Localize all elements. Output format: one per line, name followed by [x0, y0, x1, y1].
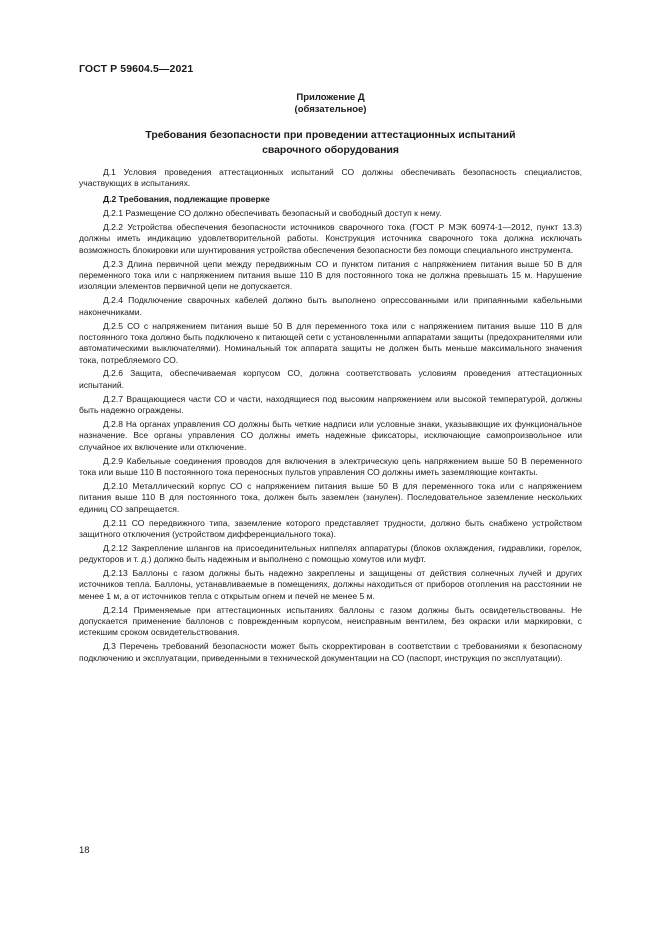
paragraph-d2-5: Д.2.5 СО с напряжением питания выше 50 В для переменного тока или с напряжением питания выше 110 В для постоянного тока должно быть подключено к питающей сети с установленными аппаратами защиты (предохранителями или автоматическими выключателями). Номинальный ток аппарата защиты не должен быть меньше максимального значения тока, потребляемого СО.: [79, 320, 582, 365]
appendix-heading-block: [79, 92, 582, 116]
appendix-main-title: [79, 128, 582, 158]
paragraph-d2-10: Д.2.10 Металлический корпус СО с напряжением питания выше 50 В для переменного тока или с напряжением питания выше 110 В для постоянного тока, должен быть заземлен (занулен). Последовательное заземление нескольких единиц СО запрещается.: [79, 480, 582, 514]
paragraph-d2-6: Д.2.6 Защита, обеспечиваемая корпусом СО, должна соответствовать условиям проведения аттестационных испытаний.: [79, 368, 582, 390]
main-title-line-2: сварочного оборудования: [262, 145, 399, 156]
paragraph-d3: Д.3 Перечень требований безопасности может быть скорректирован в соответствии с требованиями к безопасному подключению и эксплуатации, приведенными в технической документации на СО (паспорт, инструкция по эксплуатации).: [79, 641, 582, 663]
appendix-title: Приложение Д: [296, 92, 365, 103]
paragraph-d2-11: Д.2.11 СО передвижного типа, заземление которого представляет трудности, должно быть снабжено устройством защитного отключения (устройством дифференциального тока).: [79, 517, 582, 539]
paragraph-d2-13: Д.2.13 Баллоны с газом должны быть надежно закреплены и защищены от действия солнечных лучей и других источников тепла. Баллоны, устанавливаемые в помещениях, должны находиться от приборов отопления на расстоянии не менее 1 м, а от источников тепла с открытым огнем и печей не менее 5 м.: [79, 568, 582, 601]
paragraph-d2-8: Д.2.8 На органах управления СО должны быть четкие надписи или условные знаки, указывающие их функциональное назначение. Все органы управления СО должны иметь надежные фиксаторы, исключающие самопроизвольное или случайное их включение или отключение.: [79, 419, 582, 452]
paragraph-d2-7: Д.2.7 Вращающиеся части СО и части, находящиеся под высоким напряжением или высокой температурой, должны быть надежно ограждены.: [79, 393, 582, 416]
paragraph-d2-4: Д.2.4 Подключение сварочных кабелей должно быть выполнено опрессованными или припаянными кабельными наконечниками.: [79, 295, 582, 317]
main-title-line-1: Требования безопасности при проведении аттестационных испытаний: [145, 130, 516, 141]
paragraph-d2-14: Д.2.14 Применяемые при аттестационных испытаниях баллоны с газом должны быть освидетельствованы. Не допускается применение баллонов с поврежденным корпусом, неисправным вентилем, без окраски или маркировки, с истекшим сроком освидетельствования.: [79, 604, 582, 638]
section-heading-d2: Д.2 Требования, подлежащие проверке: [103, 193, 270, 204]
paragraph-d2-9: Д.2.9 Кабельные соединения проводов для включения в электрическую цепь напряжением выше 50 В переменного тока или выше 110 В постоянного тока переносных пультов управления СО должны иметь заземляющие контакты.: [79, 455, 582, 477]
paragraph-d1: Д.1 Условия проведения аттестационных испытаний СО должны обеспечивать безопасность специалистов, участвующих в испытаниях.: [79, 167, 582, 189]
page-number: 18: [79, 845, 90, 856]
paragraph-d2-3: Д.2.3 Длина первичной цепи между передвижным СО и пунктом питания с напряжением питания выше 50 В для переменного тока или с напряжением питания выше 110 В для постоянного тока не должна превышать 15 м. Нарушение изоляции элементов первичной цепи не допускается.: [79, 258, 582, 292]
document-code-header: ГОСТ Р 59604.5—2021: [79, 63, 194, 75]
appendix-body: [79, 167, 582, 667]
paragraph-d2-2: Д.2.2 Устройства обеспечения безопасности источников сварочного тока (ГОСТ Р МЭК 60974-1—2012, пункт 13.3) должны иметь индикацию удовлетворительной работы. Конструкция источника сварочного тока должна исключать возможность блокировки или шунтирования устройства обеспечения безопасности без помощи специального инструмента.: [79, 221, 582, 255]
paragraph-d2-1: Д.2.1 Размещение СО должно обеспечивать безопасный и свободный доступ к нему.: [103, 208, 442, 219]
appendix-status: (обязательное): [294, 104, 367, 115]
paragraph-d2-12: Д.2.12 Закрепление шлангов на присоединительных ниппелях аппаратуры (блоков охлаждения, гидравлики, горелок, редукторов и т. д.) должно быть надежным и выполнено с помощью хомутов или муфт.: [79, 542, 582, 565]
